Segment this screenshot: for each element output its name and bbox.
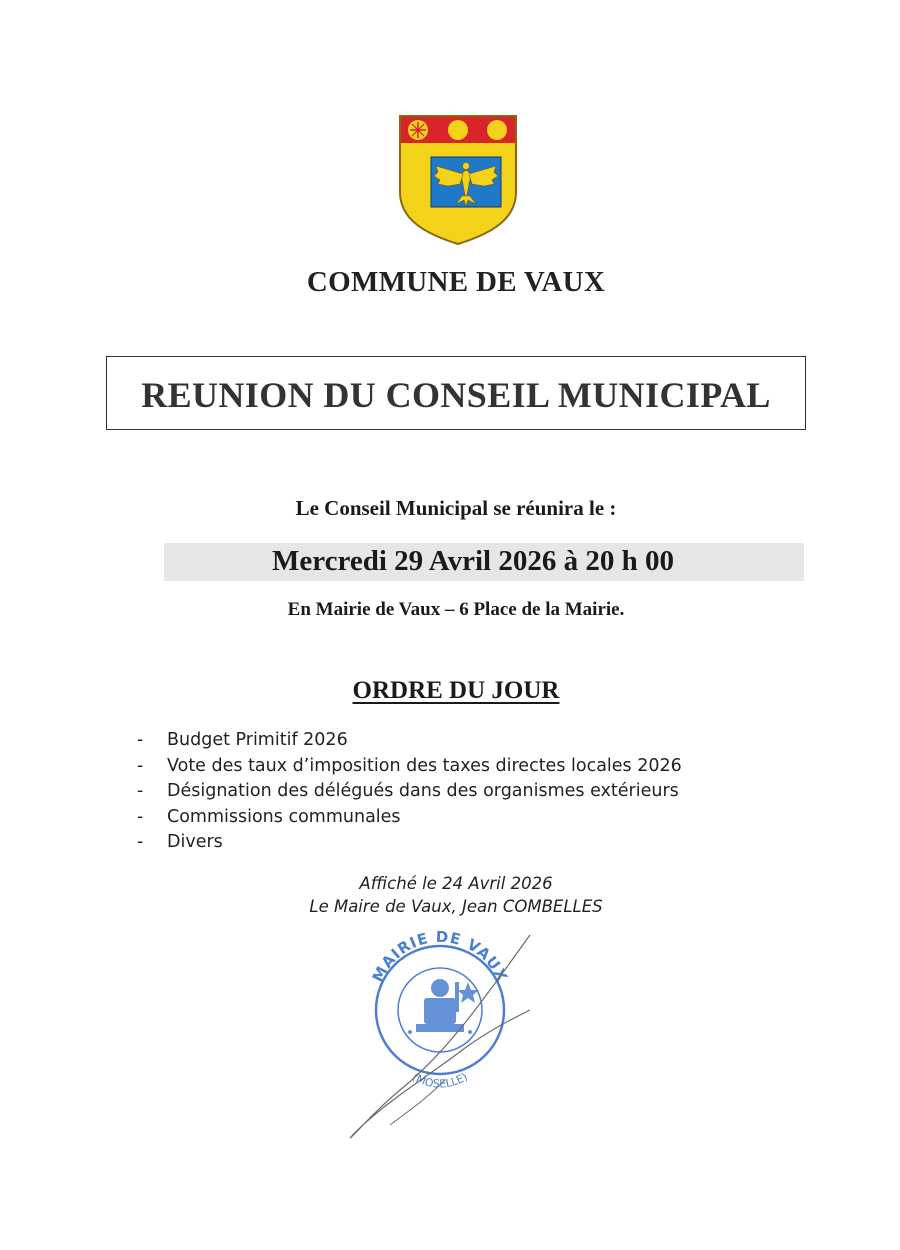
svg-text:MAIRIE DE VAUX bbox=[369, 930, 512, 985]
agenda-item-text: Budget Primitif 2026 bbox=[167, 730, 348, 750]
posted-date: Affiché le 24 Avril 2026 bbox=[359, 874, 553, 893]
bullet-dash: - bbox=[137, 755, 144, 776]
stamp-top-text: MAIRIE DE VAUX bbox=[368, 930, 512, 985]
signatory-name: Le Maire de Vaux, Jean COMBELLES bbox=[309, 897, 603, 916]
agenda-item bbox=[137, 728, 682, 754]
meeting-location: En Mairie de Vaux – 6 Place de la Mairie. bbox=[287, 599, 625, 620]
bullet-dash: - bbox=[137, 832, 144, 852]
agenda-item-text: Commissions communales bbox=[167, 806, 401, 827]
commune-name: COMMUNE DE VAUX bbox=[306, 266, 606, 298]
meeting-date-time: Mercredi 29 Avril 2026 à 20 h 00 bbox=[272, 545, 674, 577]
agenda-item bbox=[137, 805, 682, 831]
agenda-item-text: Vote des taux d’imposition des taxes directes locales 2026 bbox=[167, 755, 682, 776]
agenda-item-text: Désignation des délégués dans des organismes extérieurs bbox=[167, 781, 679, 801]
agenda-item bbox=[137, 754, 682, 780]
meeting-intro: Le Conseil Municipal se réunira le : bbox=[295, 496, 617, 520]
agenda-item-text: Divers bbox=[167, 832, 223, 852]
agenda-item bbox=[137, 830, 682, 856]
coat-of-arms-icon bbox=[398, 114, 518, 246]
bullet-dash: - bbox=[137, 730, 144, 750]
agenda-heading-wrap bbox=[0, 677, 900, 705]
agenda-list bbox=[137, 728, 682, 856]
agenda-heading: ORDRE DU JOUR bbox=[352, 677, 560, 704]
official-stamp-icon bbox=[330, 930, 550, 1150]
stamp-bottom-text: (MOSELLE) bbox=[410, 1070, 470, 1091]
page-title: REUNION DU CONSEIL MUNICIPAL bbox=[141, 375, 771, 415]
title-box bbox=[106, 356, 806, 430]
agenda-item bbox=[137, 779, 682, 805]
bullet-dash: - bbox=[137, 806, 144, 827]
bullet-dash: - bbox=[137, 781, 144, 801]
